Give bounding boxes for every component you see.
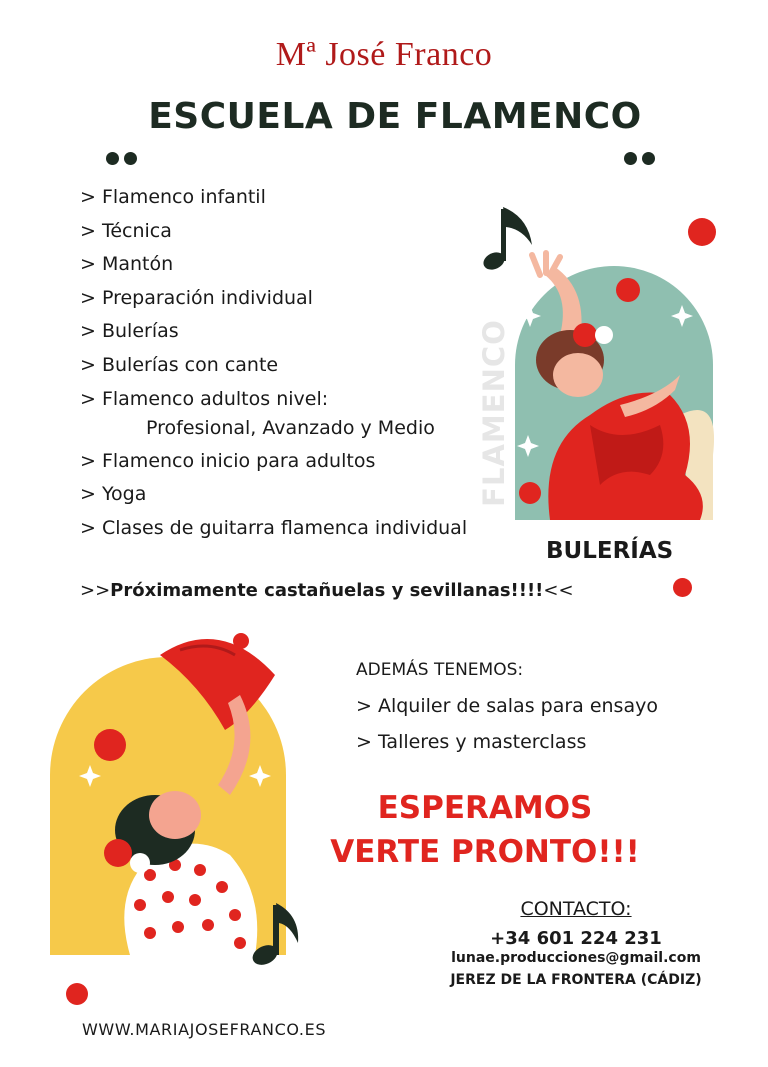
website-link[interactable]: WWW.MARIAJOSEFRANCO.ES [82,1020,327,1039]
class-item: > Flamenco inicio para adultos [80,449,376,472]
coming-soon-line [80,580,574,601]
adult-levels: Profesional, Avanzado y Medio [146,416,435,439]
dancer-illustration-bottom [50,625,310,970]
red-dot [66,983,88,1005]
contact-title: CONTACTO: [520,898,632,920]
extras-heading: ADEMÁS TENEMOS: [356,660,524,680]
esperamos-message [320,786,650,874]
flamenco-vertical-text: FLAMENCO [477,319,511,507]
red-dot [688,218,716,246]
music-note-icon [481,207,532,273]
class-item: > Clases de guitarra flamenca individual [80,516,468,539]
brand-name: José Franco [325,36,493,73]
classes-list [80,182,467,546]
school-title: ESCUELA DE FLAMENCO [148,96,642,137]
extras-list [356,692,658,764]
class-item-label: > Flamenco adultos nivel: [80,387,329,410]
contact-email[interactable]: lunae.producciones@gmail.com [451,950,701,966]
bulerias-caption: BULERÍAS [546,538,674,564]
class-item: > Preparación individual [80,286,313,309]
soon-text: Próximamente castañuelas y sevillanas!!!! [110,580,544,601]
red-dot [233,633,249,649]
extras-item: > Alquiler de salas para ensayo [356,695,658,717]
soon-suffix: << [543,580,574,601]
brand-logo [0,36,768,74]
class-item: > Yoga [80,483,147,506]
decor-dots-right [624,150,660,169]
flamenco-vertical-text-box [478,312,510,512]
class-item-adults [80,384,467,446]
class-item: > Flamenco infantil [80,186,266,208]
class-item: > Bulerías [80,320,179,343]
contact-phone[interactable]: +34 601 224 231 [490,928,662,949]
brand-prefix: Mª [275,36,317,73]
contact-city: JEREZ DE LA FRONTERA (CÁDIZ) [450,972,702,988]
soon-prefix: >> [80,580,111,601]
esperamos-line1: ESPERAMOS [377,790,593,826]
extras-item: > Talleres y masterclass [356,731,587,753]
class-item: > Bulerías con cante [80,353,279,376]
class-item: > Técnica [80,219,172,242]
decor-dots-left [106,150,142,169]
esperamos-line2: VERTE PRONTO!!! [330,834,640,870]
class-item: > Mantón [80,253,174,276]
red-dot [673,578,692,597]
